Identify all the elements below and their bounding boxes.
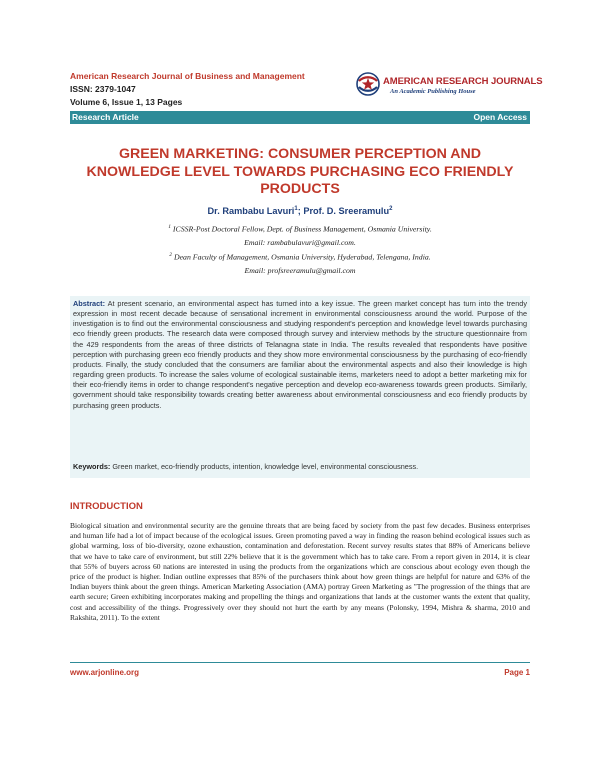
issn: ISSN: 2379-1047 bbox=[70, 84, 136, 94]
keywords-label: Keywords: bbox=[73, 462, 111, 471]
author-2-sup: 2 bbox=[389, 206, 393, 212]
publisher-name: AMERICAN RESEARCH JOURNALS bbox=[383, 76, 543, 87]
affiliation-2-sup: 2 bbox=[169, 252, 173, 258]
open-access-label: Open Access bbox=[473, 112, 527, 122]
abstract-text: At present scenario, an environmental aspect has turned into a key issue. The green market concept has turn into the trendy expression in most recent decade because of sensational increment in environmental consciousness around the world. Purpose of the investigation is to find out the environmental consciousness and studying respondent's perception and knowledge level towards purchasing eco friendly green products. The research data were composed through survey and interview methods by the structure questionnaire from the 429 respondents from the areas of three districts of Telanagna state in India. The results revealed that respondents have positive perception with purchasing green eco friendly products and they show more environmental consciousness by the purchasing of eco-friendly products. Finally, the study concluded that the consumers are familiar about the environmental aspects and also their knowledge is high regarding green products. To increase the sales volume of ecological sustainable items, marketers need to adopt a better marketing mix for their eco-friendly items in order to change respondent's negative perception and develop eco-awareness towards green products. Similarly, government should take responsibility towards creating better awareness about environmental consciousness and eco friendly products by purchasing green products. bbox=[73, 299, 527, 410]
affiliation-2 bbox=[70, 252, 530, 262]
page-number: Page 1 bbox=[504, 668, 530, 677]
publisher-tagline: An Academic Publishing House bbox=[390, 88, 476, 95]
affiliation-1-text: ICSSR-Post Doctoral Fellow, Dept. of Business Management, Osmania University. bbox=[170, 224, 432, 234]
article-type-label: Research Article bbox=[72, 112, 139, 122]
author-1: Dr. Rambabu Lavuri bbox=[207, 206, 295, 217]
article-type-bar bbox=[70, 111, 530, 124]
affiliation-1-email[interactable]: Email: rambabulavuri@gmail.com. bbox=[244, 238, 356, 247]
affiliation-2-text: Dean Faculty of Management, Osmania University, Hyderabad, Telengana, India. bbox=[172, 252, 431, 262]
keywords-text: Green market, eco-friendly products, intention, knowledge level, environmental consciousness. bbox=[110, 462, 419, 471]
star-emblem-icon bbox=[356, 72, 380, 96]
keywords bbox=[73, 462, 527, 471]
introduction-heading: INTRODUCTION bbox=[70, 501, 143, 512]
footer-divider bbox=[70, 662, 530, 663]
footer-url[interactable]: www.arjonline.org bbox=[70, 668, 140, 677]
affiliation-1-sup: 1 bbox=[168, 224, 171, 230]
journal-name: American Research Journal of Business and Management bbox=[70, 71, 305, 81]
introduction-text: Biological situation and environmental security are the genuine threats that are being faced by society from the past few decades. Business enterprises and human life had a lot of impact because of the ecological issues. Green promoting paved a way in finding the reason behind ecological issues such as global warming, loss of bio-diversity, ozone exhaustion, contamination and deforestation. Recent survey results states that 88% of Americans believe that we have to take care of environment, but still 22% believe that it is the government which has to take care. From a report given in 2014, it is clear that 55% of buyers across 60 nations are interested in using the products from the organizations which are conscious about ecology even though the price of the product is higher. Indian outline expresses that 85% of the purchasers think about how green things are helpful for nature and 63% of the Indian buyers think about the green things. American Marketing Association (AMA) portray Green Marketing as "The progression of the things that are earth secure; Green exhibiting incorporates making and propelling the things and organizations that lands at the customer wants the extent that quality, cost and accessibility of the things. Progressively over they should not hurt the earth by any means (Polonsky, 1994, Mishra & sharma, 2010 and Rakshita, 2011). To the extent bbox=[70, 521, 530, 622]
author-1-sup: 1 bbox=[294, 206, 298, 212]
affiliation-2-email[interactable]: Email: profsreeramulu@gmail.com bbox=[244, 266, 356, 275]
author-separator: ; bbox=[297, 206, 304, 217]
authors-line bbox=[70, 206, 530, 216]
affiliation-1 bbox=[70, 224, 530, 234]
article-title: GREEN MARKETING: CONSUMER PERCEPTION AND KNOWLEDGE LEVEL TOWARDS PURCHASING ECO FRIENDLY PRODUCTS bbox=[86, 146, 514, 197]
publisher-logo[interactable] bbox=[356, 70, 543, 110]
volume-info: Volume 6, Issue 1, 13 Pages bbox=[70, 97, 183, 107]
abstract bbox=[73, 299, 527, 411]
abstract-label: Abstract: bbox=[73, 299, 106, 308]
author-2: Prof. D. Sreeramulu bbox=[303, 206, 390, 217]
